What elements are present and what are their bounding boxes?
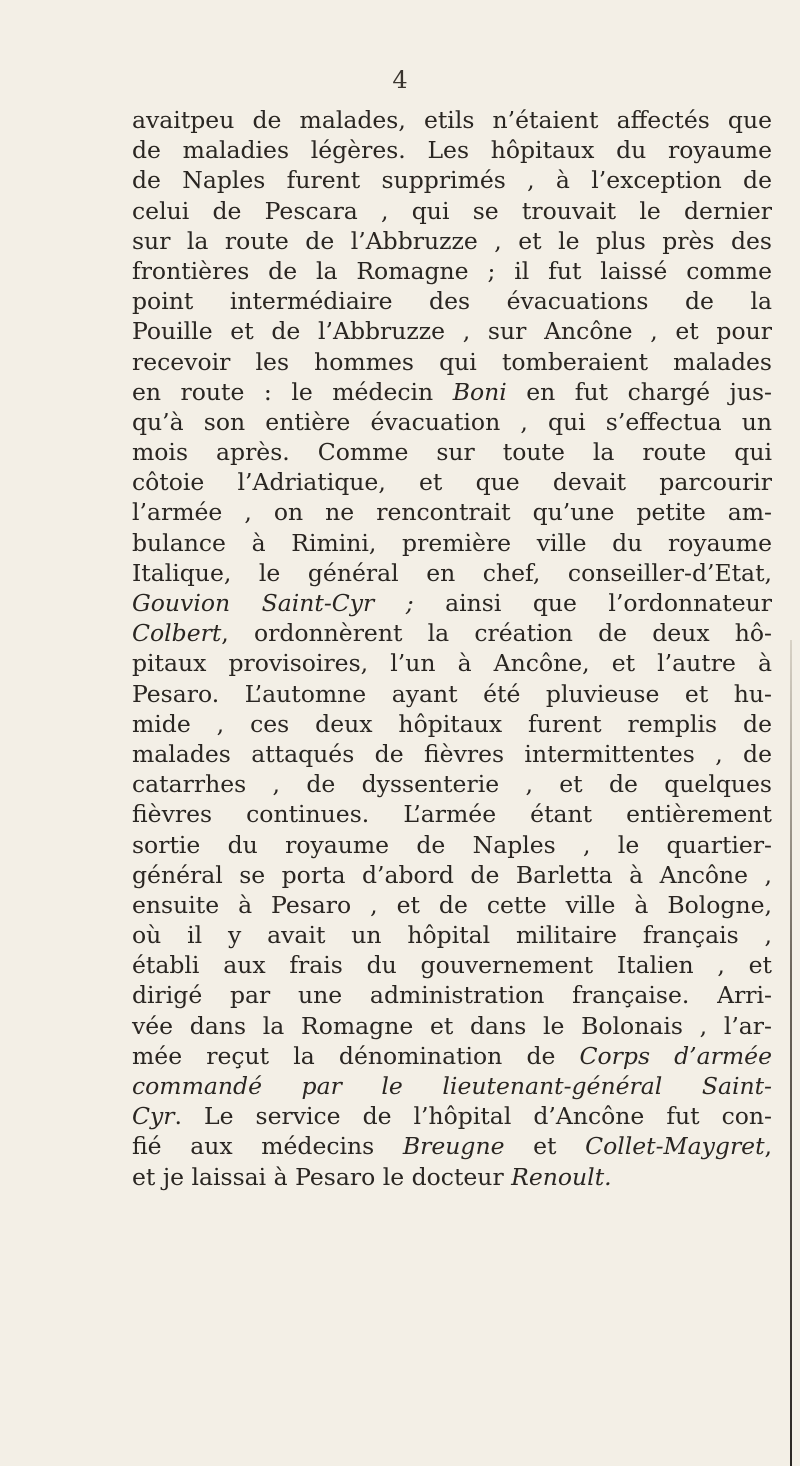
text-run: mide , ces deux hôpitaux furent remplis de xyxy=(132,709,772,738)
text-line xyxy=(132,256,772,286)
text-run: où il y avait un hôpital militaire français , xyxy=(132,921,772,950)
text-line xyxy=(132,618,772,648)
text-line xyxy=(132,316,772,346)
text-run: . Le service de l’hôpital d’Ancône fut con- xyxy=(174,1102,772,1131)
text-line xyxy=(132,890,772,920)
text-run: malades attaqués de fièvres intermittentes , de xyxy=(132,739,772,768)
text-run: point intermédiaire des évacuations de la xyxy=(132,287,772,316)
italic-name: Cyr xyxy=(132,1102,175,1131)
text-run: recevoir les hommes qui tomberaient malades xyxy=(132,347,772,376)
text-run: vée dans la Romagne et dans le Bolonais , l’ar- xyxy=(132,1011,772,1040)
text-run: Pouille et de l’Abbruzze , sur Ancône , et pour xyxy=(132,317,772,346)
text-line xyxy=(132,1131,772,1161)
text-line xyxy=(132,980,772,1010)
text-line xyxy=(132,679,772,709)
text-run: côtoie l’Adriatique, et que devait parcourir xyxy=(132,468,772,497)
text-run: établi aux frais du gouvernement Italien , et xyxy=(132,951,772,980)
italic-name: Boni xyxy=(452,377,507,406)
italic-name: Colbert xyxy=(132,619,222,648)
text-line xyxy=(132,769,772,799)
text-line xyxy=(132,950,772,980)
text-line xyxy=(132,860,772,890)
italic-name: Collet-Maygret xyxy=(585,1132,765,1161)
text-line xyxy=(132,558,772,588)
italic-name: Renoult. xyxy=(511,1162,612,1191)
text-run: de maladies légères. Les hôpitaux du royaume xyxy=(132,136,772,165)
text-run: dirigé par une administration française. Arri- xyxy=(132,981,772,1010)
text-line xyxy=(132,1011,772,1041)
text-run: en fut chargé jus- xyxy=(506,377,772,406)
text-line xyxy=(132,165,772,195)
text-run: en route : le médecin xyxy=(132,377,453,406)
text-run: fié aux médecins xyxy=(132,1132,403,1161)
text-line xyxy=(132,105,772,135)
text-line xyxy=(132,1071,772,1101)
text-run: , xyxy=(764,1132,773,1161)
text-line xyxy=(132,407,772,437)
italic-name: commandé par le lieutenant-général Saint- xyxy=(132,1072,772,1100)
page-number: 4 xyxy=(392,66,408,94)
corner-scan-mark xyxy=(112,0,130,22)
text-line xyxy=(132,135,772,165)
text-run: l’armée , on ne rencontrait qu’une petite am- xyxy=(132,498,772,527)
text-run: catarrhes , de dyssenterie , et de quelques xyxy=(132,770,772,799)
text-line xyxy=(132,1041,772,1071)
text-run: Italique, le général en chef, conseiller-d’Etat, xyxy=(132,558,772,587)
page-edge-shadow xyxy=(790,640,792,1466)
italic-name: Gouvion Saint-Cyr ; xyxy=(132,589,414,617)
text-run: pitaux provisoires, l’un à Ancône, et l’autre à xyxy=(132,649,772,678)
text-line xyxy=(132,709,772,739)
italic-name: Corps d’armée xyxy=(579,1041,772,1070)
text-run: mois après. Comme sur toute la route qui xyxy=(132,438,772,467)
text-line xyxy=(132,1162,772,1192)
text-line xyxy=(132,920,772,950)
text-line xyxy=(132,799,772,829)
text-run: fièvres continues. L’armée étant entièrement xyxy=(132,800,772,829)
text-line xyxy=(132,830,772,860)
text-run: de Naples furent supprimés , à l’exception de xyxy=(132,166,772,195)
text-run: ainsi que l’ordonnateur xyxy=(413,589,772,617)
text-run: bulance à Rimini, première ville du royaume xyxy=(132,528,772,557)
text-run: Pesaro. L’automne ayant été pluvieuse et hu- xyxy=(132,679,772,708)
text-line xyxy=(132,648,772,678)
text-run: sortie du royaume de Naples , le quartier- xyxy=(132,830,772,859)
text-run: qu’à son entière évacuation , qui s’effectua un xyxy=(132,407,772,436)
text-run: ensuite à Pesaro , et de cette ville à Bologne, xyxy=(132,890,772,919)
text-line xyxy=(132,286,772,316)
text-line xyxy=(132,196,772,226)
text-run: , ordonnèrent la création de deux hô- xyxy=(221,619,772,648)
italic-name: Breugne xyxy=(402,1132,505,1161)
text-run: et je laissai à Pesaro le docteur xyxy=(132,1162,512,1191)
text-line xyxy=(132,739,772,769)
text-run: général se porta d’abord de Barletta à Ancône , xyxy=(132,860,772,889)
text-line xyxy=(132,467,772,497)
text-line xyxy=(132,377,772,407)
body-text xyxy=(132,105,772,1192)
text-line xyxy=(132,437,772,467)
text-line xyxy=(132,588,772,618)
text-run: avaitpeu de malades, etils n’étaient affectés que xyxy=(132,106,772,134)
text-run: frontières de la Romagne ; il fut laissé comme xyxy=(132,256,772,285)
text-line xyxy=(132,528,772,558)
text-run: sur la route de l’Abbruzze , et le plus près des xyxy=(132,226,772,255)
text-run: et xyxy=(504,1132,586,1161)
text-line xyxy=(132,347,772,377)
text-line xyxy=(132,497,772,527)
text-line xyxy=(132,226,772,256)
text-run: celui de Pescara , qui se trouvait le dernier xyxy=(132,196,772,225)
text-run: mée reçut la dénomination de xyxy=(132,1041,580,1070)
text-line xyxy=(132,1101,772,1131)
